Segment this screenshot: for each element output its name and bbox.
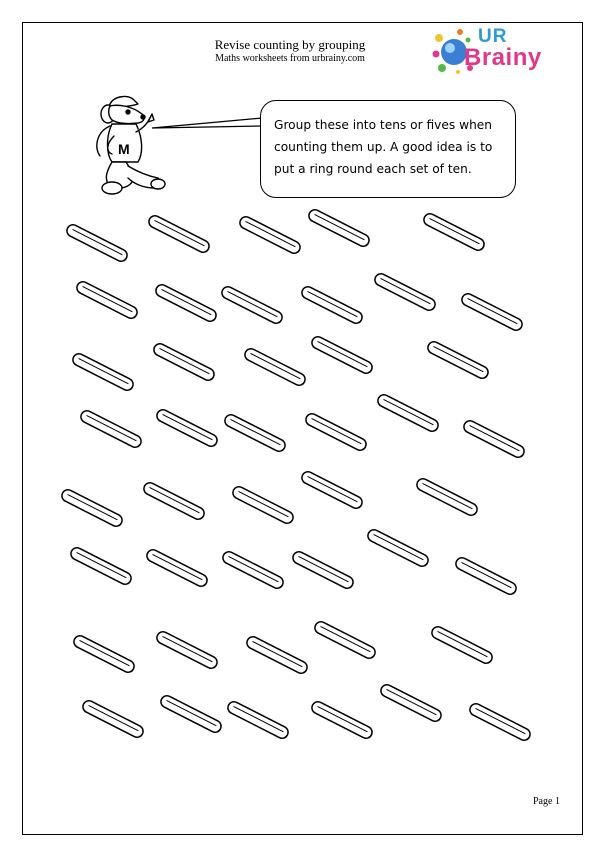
coin-stick (379, 683, 443, 724)
coin-stick (462, 419, 526, 460)
coin-stick (147, 214, 211, 255)
coin-stick (154, 283, 218, 324)
coin-stick (223, 413, 287, 454)
coin-stick (300, 285, 364, 326)
coin-stick (366, 528, 430, 569)
coin-stick (71, 352, 135, 393)
logo-text-ur: UR (478, 26, 508, 47)
coin-stick (291, 550, 355, 591)
coin-stick (159, 694, 223, 735)
coin-stick (75, 280, 139, 321)
instruction-line: counting them up. A good idea is to (274, 140, 493, 154)
coin-stick (310, 335, 374, 376)
logo-text-brainy: Brainy (464, 44, 542, 71)
coin-stick (426, 340, 490, 381)
coin-stick (79, 409, 143, 450)
coin-stick (69, 546, 133, 587)
coin-stick (155, 408, 219, 449)
coin-stick (60, 488, 124, 529)
coin-stick (65, 223, 129, 264)
coin-stick (145, 548, 209, 589)
page-subtitle: Maths worksheets from urbrainy.com (215, 53, 365, 64)
coin-stick (152, 342, 216, 383)
coin-stick (313, 620, 377, 661)
coin-stick (300, 470, 364, 511)
coin-stick (238, 215, 302, 256)
coin-stick (307, 208, 371, 249)
page-title: Revise counting by grouping (214, 37, 366, 52)
coin-stick (422, 212, 486, 253)
coin-stick (226, 700, 290, 741)
instruction-line: put a ring round each set of ten. (274, 162, 472, 176)
mascot-shirt-letter: M (118, 141, 130, 157)
page-number: Page 1 (533, 796, 560, 807)
coin-stick (373, 272, 437, 313)
coin-stick (460, 292, 524, 333)
coin-stick (376, 393, 440, 434)
instruction-line: Group these into tens or fives when (274, 118, 493, 132)
coin-stick (304, 412, 368, 453)
coin-stick (142, 481, 206, 522)
coin-stick (468, 702, 532, 743)
coin-stick (72, 634, 136, 675)
coin-stick (231, 485, 295, 526)
coin-stick (155, 630, 219, 671)
coin-stick (415, 477, 479, 518)
coin-stick (310, 700, 374, 741)
coin-stick (81, 699, 145, 740)
coin-stick (245, 635, 309, 676)
coin-stick (221, 550, 285, 591)
coin-stick (243, 347, 307, 388)
coin-stick (430, 625, 494, 666)
coin-stick (220, 285, 284, 326)
coin-stick (454, 556, 518, 597)
